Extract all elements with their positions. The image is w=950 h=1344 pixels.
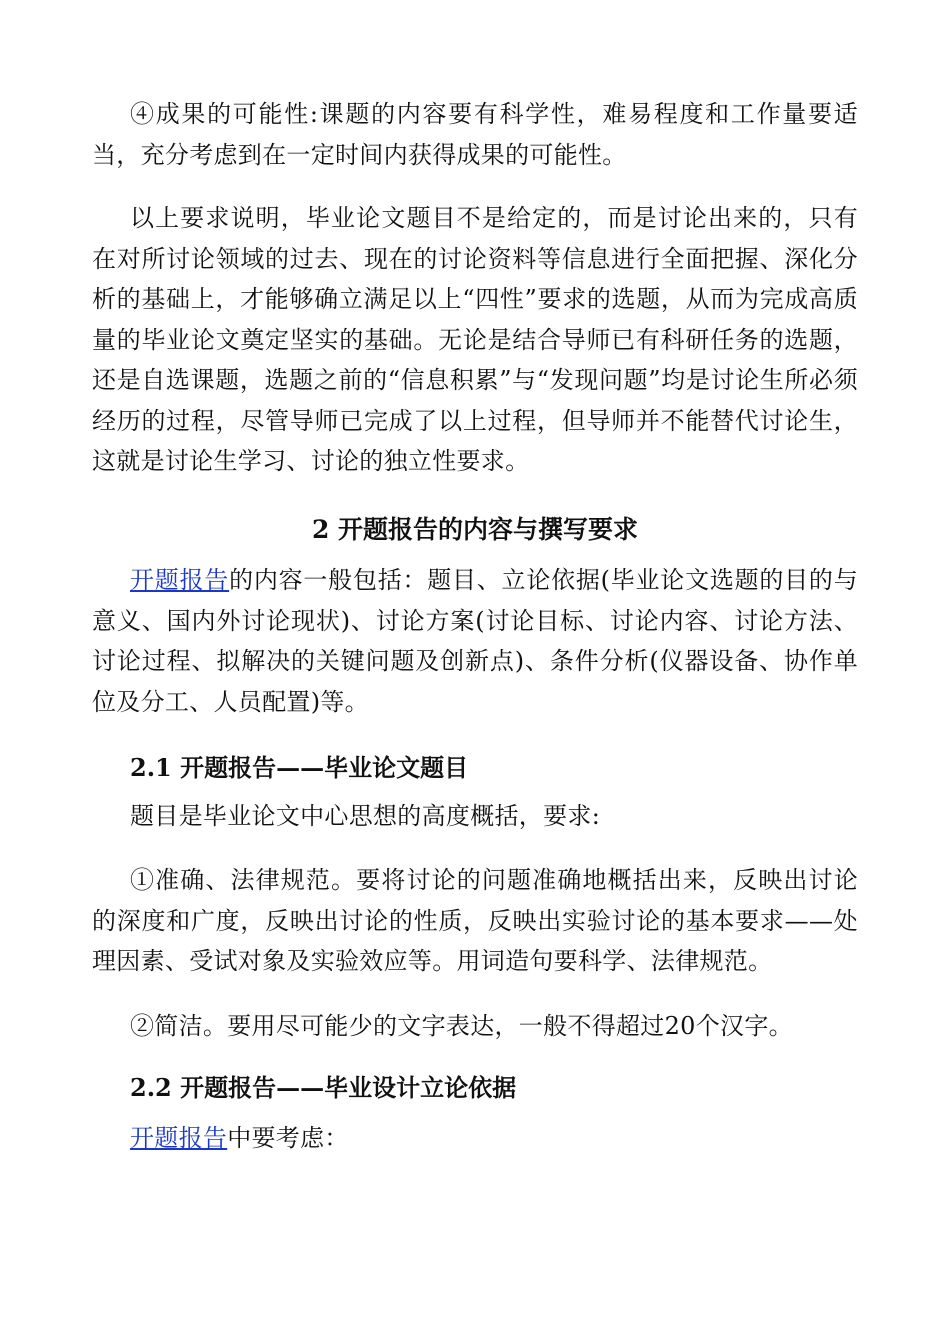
paragraph-consider (92, 1118, 858, 1159)
paragraph-requirements-summary: 以上要求说明，毕业论文题目不是给定的，而是讨论出来的，只有在对所讨论领域的过去、现在的讨论资料等信息进行全面把握、深化分析的基础上，才能够确立满足以上“四性”要求的选题，从而为完成高质量的毕业论文奠定坚实的基础。无论是结合导师已有科研任务的选题，还是自选课题，选题之前的“信息积累”与“发现问题”均是讨论生所必须经历的过程，尽管导师已完成了以上过程，但导师并不能替代讨论生，这就是讨论生学习、讨论的独立性要求。 (92, 204, 858, 475)
paragraph-consider-text: 中要考虑： (227, 1124, 349, 1152)
paragraph-accuracy: ①准确、法律规范。要将讨论的问题准确地概括出来，反映出讨论的深度和广度，反映出讨论的性质，反映出实验讨论的基本要求——处理因素、受试对象及实验效应等。用词造句要科学、法律规范。 (92, 866, 858, 975)
link-proposal-report-2[interactable]: 开题报告 (130, 1124, 228, 1152)
paragraph-conciseness: ②简洁。要用尽可能少的文字表达，一般不得超过20个汉字。 (130, 1012, 793, 1040)
section-heading-2-1: 2.1 开题报告——毕业论文题目 (130, 753, 469, 782)
section-heading-2: 2 开题报告的内容与撰写要求 (311, 515, 639, 544)
paragraph-feasibility: ④成果的可能性:课题的内容要有科学性，难易程度和工作量要适当，充分考虑到在一定时间内获得成果的可能性。 (92, 100, 858, 169)
section-heading-2-2: 2.2 开题报告——毕业设计立论依据 (130, 1073, 517, 1102)
paragraph-report-content-text: 的内容一般包括：题目、立论依据(毕业论文选题的目的与意义、国内外讨论现状)、讨论方案(讨论目标、讨论内容、讨论方法、讨论过程、拟解决的关键问题及创新点)、条件分析(仪器设备、协作单位及分工、人员配置)等。 (92, 566, 859, 716)
paragraph-report-content (92, 560, 858, 722)
paragraph-title-definition: 题目是毕业论文中心思想的高度概括，要求: (130, 802, 601, 830)
link-proposal-report[interactable]: 开题报告 (130, 566, 230, 594)
